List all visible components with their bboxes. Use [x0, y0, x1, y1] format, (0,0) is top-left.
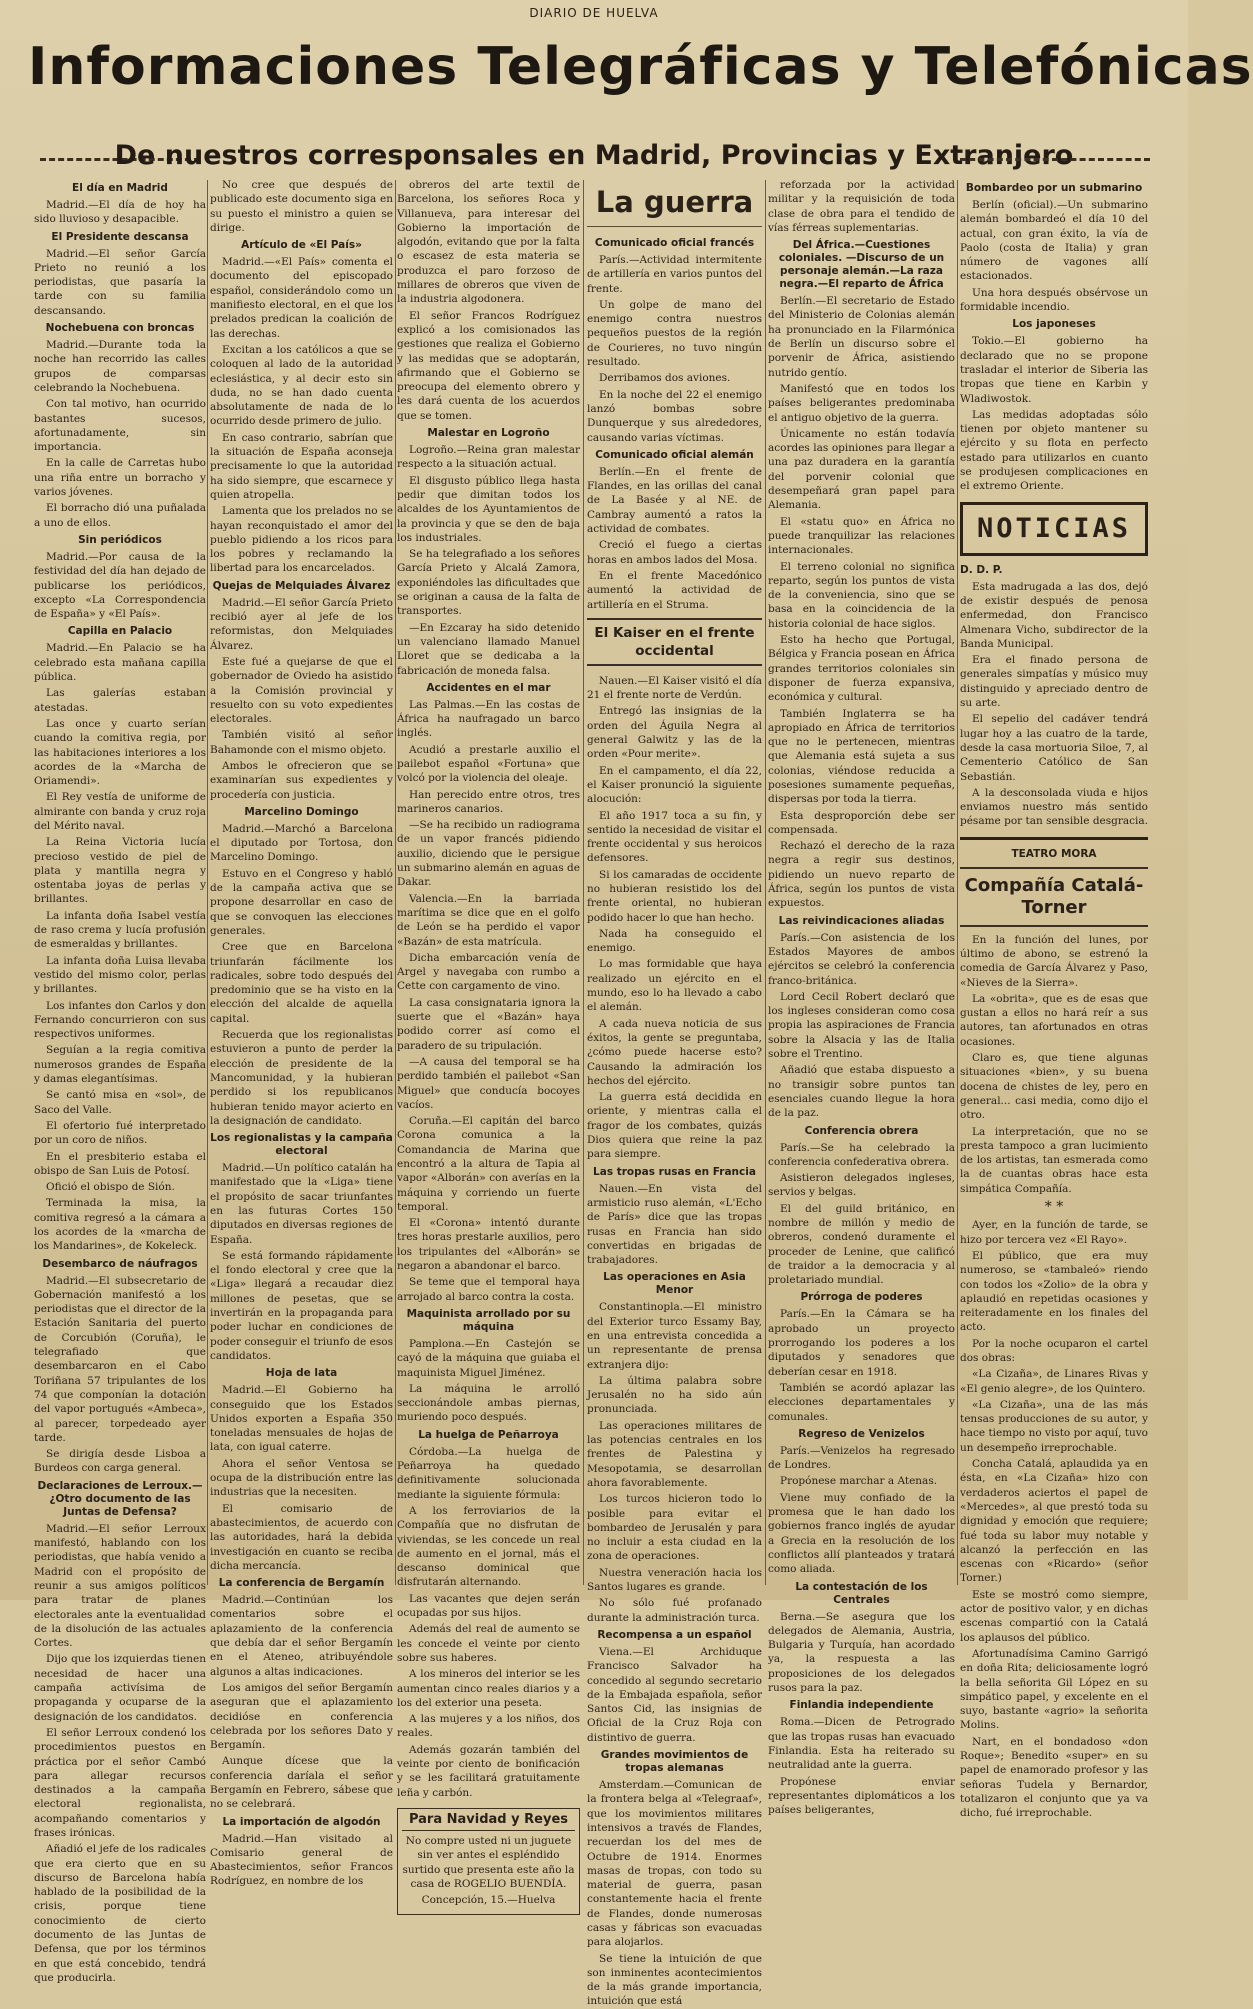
article-paragraph: El Rey vestía de uniforme de almirante con banda y cruz roja del Mérito naval. [34, 791, 206, 832]
article-paragraph: En caso contrario, sabrían que la situación de España aconseja precisamente lo que la autoridad ha sido siempre, que escarnece y quien atropella. [210, 431, 393, 501]
column-2 [210, 178, 393, 1888]
article-paragraph: Los amigos del señor Bergamín aseguran que el aplazamiento decidióse en conferencia celebrada por los señores Dato y Bergamín. [210, 1681, 393, 1752]
article-paragraph: Entregó las insignias de la orden del Águila Negra al general Galwitz y las de la orden «Pour merite». [587, 705, 762, 761]
article-paragraph: obreros del arte textil de Barcelona, los señores Roca y Villanueva, para interesar del Gobierno la importación de algodón, evitando que por la falta o escasez de esta materia se produzca el paro forzoso de millares de obreros que viven de la industria algodonera. [397, 179, 580, 306]
article-paragraph: Terminada la misa, la comitiva regresó a la cámara a los acordes de la «marcha de los Mandarines», de Kokeleck. [34, 1197, 206, 1253]
article-paragraph: Se teme que el temporal haya arrojado al barco contra la costa. [397, 1276, 580, 1303]
article-paragraph: El del guild británico, en nombre de millón y medio de obreros, condenó duramente el proceder de Lenine, que calificó de traidor a la democracia y al proletariado mundial. [768, 1202, 955, 1287]
section-heading: Desembarco de náufragos [42, 1257, 198, 1270]
article-paragraph: Madrid.—Marchó a Barcelona el diputado por Tortosa, don Marcelino Domingo. [210, 822, 393, 864]
advertisement-box [397, 1808, 580, 1915]
article-paragraph: Roma.—Dicen de Petrogrado que las tropas rusas han evacuado Finlandia. Esta ha reiterado su neutralidad ante la guerra. [768, 1716, 955, 1772]
section-heading: Las operaciones en Asia Menor [603, 1271, 746, 1297]
article-paragraph: No sólo fué profanado durante la administración turca. [587, 1597, 762, 1624]
article-paragraph: Afortunadísima Camino Garrigó en doña Rita; deliciosamente logró la bella señorita Gil López en su simpático papel, y excelente en el suyo, bastante «agrio» la señorita Molins. [960, 1647, 1148, 1732]
article-paragraph: París.—Se ha celebrado la conferencia confederativa obrera. [768, 1141, 955, 1168]
article-paragraph: A las mujeres y a los niños, dos reales. [397, 1713, 580, 1740]
article-paragraph: A los ferroviarios de la Compañía que no disfrutan de viviendas, se les concede un real de aumento en el jornal, más el descanso dominical que disfrutarán alternando. [397, 1504, 580, 1589]
article-paragraph: Con tal motivo, han ocurrido bastantes sucesos, afortunadamente, sin importancia. [34, 398, 206, 454]
article-paragraph: La máquina le arrolló seccionándole ambas piernas, muriendo poco después. [397, 1382, 580, 1424]
section-heading: La huelga de Peñarroya [418, 1428, 559, 1441]
article-paragraph: Valencia.—En la barriada marítima se dice que en el golfo de León se ha perdido el vapor «Bazán» de esta matrícula. [397, 892, 580, 948]
article-paragraph: Recuerda que los regionalistas estuvieron a punto de perder la elección de presidente de la Mancomunidad, y la hubieran perdido si los republicanos hubieran tenido mayor acierto en la designación de candidato. [210, 1029, 393, 1127]
section-heading: La contestación de los Centrales [795, 1580, 928, 1606]
section-heading: La importación de algodón [222, 1815, 381, 1828]
article-paragraph: Madrid.—Un político catalán ha manifestado que la «Liga» tiene el propósito de sacar triunfantes en las futuras Cortes 150 diputados en diversas regiones de España. [210, 1162, 393, 1246]
article-paragraph: Añadió el jefe de los radicales que era cierto que en su discurso de Barcelona había hablado de la posibilidad de la crisis, porque tiene conocimiento de cierto documento de las Juntas de Defensa, que por los términos en que está concebido, tendrá que producirla. [34, 1843, 206, 1984]
article-paragraph: Concha Catalá, aplaudida ya en ésta, en «La Cizaña» hizo con verdaderos aciertos el papel de «Mercedes», al que prestó toda su dignidad y emoción que requiere; fué toda su labor muy notable y alcanzó la perfección en las escenas con «Ricardo» (señor Torner.) [960, 1458, 1148, 1585]
section-heading: Quejas de Melquiades Álvarez [212, 579, 391, 592]
article-paragraph: «La Cizaña», una de las más tensas producciones de su autor, y hace tiempo no visto por aquí, tuvo un desempeño irreprochable. [960, 1398, 1148, 1454]
article-paragraph: —En Ezcaray ha sido detenido un valenciano llamado Manuel Lloret que se dedicaba a la fabricación de moneda falsa. [397, 621, 580, 677]
article-paragraph: Berlín.—El secretario de Estado del Ministerio de Colonias alemán ha pronunciado en la Filarmónica de Berlín un discurso sobre el porvenir de África, asistiendo nutrido gentío. [768, 295, 955, 379]
section-heading: Los japoneses [1012, 318, 1096, 331]
article-paragraph: Aunque dícese que la conferencia daríala el señor Bergamín en Febrero, sábese que no se celebrará. [210, 1755, 393, 1811]
running-head: DIARIO DE HUELVA [529, 6, 659, 20]
article-paragraph: Lo mas formidable que haya realizado un ejército en el mundo, eso lo ha llevado a cabo el alemán. [587, 958, 762, 1014]
section-heading: Maquinista arrollado por su máquina [406, 1307, 571, 1333]
article-paragraph: El comisario de abastecimientos, de acuerdo con las autoridades, hará la debida investigación en cuanto se reciba dicha mercancía. [210, 1502, 393, 1572]
section-heading: Declaraciones de Lerroux.—¿Otro documento de las Juntas de Defensa? [37, 1479, 203, 1518]
article-paragraph: El año 1917 toca a su fin, y sentido la necesidad de visitar el frente occidental y sus heroicos defensores. [587, 809, 762, 865]
section-heading: Sin periódicos [78, 533, 162, 546]
article-paragraph: El señor Lerroux condenó los procedimientos puestos en práctica por el señor Cambó para allegar recursos destinados a la campaña electoral regionalista, acompañando comentarios y frases irónicas. [34, 1726, 206, 1839]
article-paragraph: La casa consignataria ignora la suerte que el «Bazán» haya podido correr así como el paradero de su tripulación. [397, 996, 580, 1052]
section-heading: D. D. P. [960, 563, 1003, 576]
article-paragraph: Se ha telegrafiado a los señores García Prieto y Alcalá Zamora, exponiéndoles las dificultades que se originan a causa de la falta de transportes. [397, 548, 580, 618]
section-heading: Conferencia obrera [804, 1124, 919, 1137]
article-paragraph: El terreno colonial no significa reparto, según los puntos de vista de la conveniencia, sino que se basa en la coincidencia de la historia colonial de hace siglos. [768, 560, 955, 630]
article-paragraph: La Reina Victoria lucía precioso vestido de piel de plata y mantilla negra y ostentaba joyas de perlas y brillantes. [34, 836, 206, 906]
section-heading: Los regionalistas y la campaña electoral [210, 1132, 393, 1158]
section-heading: Accidentes en el mar [426, 681, 551, 694]
article-paragraph: Además gozarán también del veinte por ciento de bonificación y se les facilitará gratuitamente leña y carbón. [397, 1743, 580, 1799]
article-paragraph: A la desconsolada viuda e hijos enviamos nuestro más sentido pésame por tan sensible desgracia. [960, 786, 1148, 828]
section-heading: Las reivindicaciones aliadas [778, 914, 945, 927]
article-paragraph: En el presbiterio estaba el obispo de San Luis de Potosí. [34, 1150, 206, 1177]
article-paragraph: La «obrita», que es de esas que gustan a ellos no hará reír a sus autores, tan afortunados en otras ocasiones. [960, 992, 1148, 1048]
article-paragraph: Nada ha conseguido el enemigo. [587, 927, 762, 955]
article-paragraph: Madrid.—El Gobierno ha conseguido que los Estados Unidos exporten a España 350 toneladas mensuales de hojas de lata, con igual caterre. [210, 1384, 393, 1454]
section-heading: Del África.—Cuestiones coloniales. —Discurso de un personaje alemán.—La raza negra.—El reparto de África [778, 239, 945, 291]
column-5 [768, 178, 955, 1817]
section-heading: Regreso de Venizelos [798, 1427, 925, 1440]
column-divider [395, 180, 396, 1585]
section-heading: Prórroga de poderes [800, 1291, 923, 1304]
article-paragraph: El ofertorio fué interpretado por un coro de niños. [34, 1119, 206, 1147]
article-paragraph: —Se ha recibido un radiograma de un vapor francés pidiendo auxilio, diciendo que le persigue un submarino alemán en aguas de Dakar. [397, 819, 580, 889]
column-divider [207, 180, 208, 1585]
column-divider [765, 180, 766, 1585]
article-paragraph: Propónese marchar a Atenas. [780, 1475, 938, 1488]
masthead-subtitle: De nuestros corresponsales en Madrid, Provincias y Extranjero [114, 140, 1074, 171]
article-paragraph: Este se mostró como siempre, actor de positivo valor, y en dichas escenas compartió con la Catalá los aplausos del público. [960, 1588, 1148, 1644]
section-heading: Recompensa a un español [597, 1628, 752, 1641]
article-paragraph: Córdoba.—La huelga de Peñarroya ha quedado definitivamente solucionada mediante la siguiente fórmula: [397, 1445, 580, 1501]
section-divider [960, 837, 1148, 840]
article-paragraph: Los infantes don Carlos y don Fernando concurrieron con sus respectivos uniformes. [34, 999, 206, 1041]
article-paragraph: Madrid.—En Palacio se ha celebrado esta mañana capilla pública. [34, 642, 206, 684]
article-paragraph: El sepelio del cadáver tendrá lugar hoy a las cuatro de la tarde, desde la casa mortuoria Siloe, 7, al Cementerio Católico de San Sebastián. [960, 713, 1148, 783]
article-paragraph: Viena.—El Archiduque Francisco Salvador ha concedido al segundo secretario de la Embajada española, señor Santos Cid, las insignias de Oficial de la Cruz Roja con distintivo de guerra. [587, 1645, 762, 1744]
article-paragraph: Un golpe de mano del enemigo contra nuestros pequeños puestos de la región de Courieres, no tuvo ningún resultado. [587, 298, 762, 369]
article-paragraph: Las medidas adoptadas sólo tienen por objeto mantener su ejército y su flota en perfecto estado para utilizarlos en cuanto se produjesen complicaciones en el extremo Oriente. [960, 408, 1148, 493]
decorative-rule-right [960, 158, 1150, 161]
article-paragraph: El «statu quo» en África no puede tranquilizar las relaciones internacionales. [768, 515, 955, 557]
advertisement-title: Para Navidad y Reyes [402, 1813, 575, 1831]
article-paragraph: Nauen.—El Kaiser visitó el día 21 el frente norte de Verdún. [587, 674, 762, 702]
section-heading: Grandes movimientos de tropas alemanas [600, 1749, 749, 1775]
article-paragraph: En la noche del 22 el enemigo lanzó bombas sobre Dunquerque y sus alrededores, causando varias víctimas. [587, 388, 762, 444]
article-paragraph: Cree que en Barcelona triunfarán fácilmente los radicales, sobre todo después del predominio que se ha visto en la elección del alcalde de aquella capital. [210, 941, 393, 1025]
article-paragraph: Viene muy confiado de la promesa que le han dado los gobiernos franco inglés de ayudar a Grecia en la resolución de los conflictos allí planteados y tratará como aliada. [768, 1491, 955, 1576]
article-paragraph: Dicha embarcación venía de Argel y navegaba con rumbo a Cette con cargamento de vino. [397, 951, 580, 993]
section-heading: Finlandia independiente [789, 1699, 934, 1712]
article-paragraph: Se está formando rápidamente el fondo electoral y cree que la «Liga» llegará a recaudar diez millones de pesetas, que se invertirán en la propaganda para poder luchar en condiciones de poder conseguir el triunfo de esos candidatos. [210, 1249, 393, 1362]
article-paragraph: Madrid.—El señor García Prieto recibió ayer al jefe de los reformistas, don Melquiades Álvarez. [210, 596, 393, 652]
article-paragraph: La infanta doña Luisa llevaba vestido del mismo color, perlas y brillantes. [34, 954, 206, 996]
column-6 [960, 178, 1148, 1820]
article-paragraph: Berna.—Se asegura que los delegados de Alemania, Austria, Bulgaria y Turquía, han acordado ya, la respuesta a las proposiciones de los delegados rusos para la paz. [768, 1610, 955, 1695]
article-paragraph: Nart, en el bondadoso «don Roque»; Benedito «super» en su papel de enamorado profesor y las señoras Tudela y Bernardor, totalizaron el conjunto que ya va dicho, fué irreprochable. [960, 1735, 1148, 1820]
headline-kaiser: El Kaiser en el frente occidental [587, 618, 762, 666]
article-paragraph: En el campamento, el día 22, el Kaiser pronunció la siguiente alocución: [587, 764, 762, 806]
article-paragraph: Madrid.—El señor García Prieto no reunió a los periodistas, que pasaría la tarde con su familia descansando. [34, 247, 206, 317]
section-heading: Malestar en Logroño [427, 427, 550, 440]
article-paragraph: Nauen.—En vista del armisticio ruso alemán, «L'Echo de París» dice que las tropas rusas en Francia han sido convertidas en brigadas de trabajadores. [587, 1182, 762, 1267]
article-paragraph: Nuestra veneración hacia los Santos lugares es grande. [587, 1566, 762, 1594]
article-paragraph: Una hora después obsérvose un formidable incendio. [960, 286, 1148, 314]
article-paragraph: Acudió a prestarle auxilio el pailebot español «Fortuna» que volcó por la violencia del oleaje. [397, 743, 580, 785]
article-paragraph: El señor Francos Rodríguez explicó a los comisionados las gestiones que realiza el Gobierno y las medidas que se adoptarán, afirmando que el Gobierno se preocupa del elemento obrero y les dará cuenta de los acuerdos que se tomen. [397, 309, 580, 422]
article-paragraph: El borracho dió una puñalada a uno de ellos. [34, 502, 206, 529]
section-heading: Nochebuena con broncas [45, 322, 195, 335]
article-paragraph: No cree que después de publicado este documento siga en su puesto el ministro a quien se dirige. [210, 179, 393, 234]
section-heading: Las tropas rusas en Francia [593, 1165, 756, 1178]
article-paragraph: Además del real de aumento se les concede el veinte por ciento sobre sus haberes. [397, 1623, 580, 1664]
section-heading: La conferencia de Bergamín [218, 1577, 385, 1590]
article-paragraph: Han perecido entre otros, tres marineros canarios. [397, 788, 580, 815]
article-paragraph: Madrid.—El subsecretario de Gobernación manifestó a los periodistas que el director de la Estación Sanitaria del puerto de Corcubión (Coruña), le telegrafiado que desembarcaron en el Cabo Toriñana 57 tripulantes de los 74 que componían la dotación del vapor portugués «Ambeca», al parecer, torpedeado ayer tarde. [34, 1274, 206, 1444]
article-paragraph: Dijo que los izquierdas tienen necesidad de hacer una campaña activísima de propaganda y ocuparse de la designación de los candidatos. [34, 1653, 206, 1723]
column-divider [957, 180, 958, 1585]
article-paragraph: Excitan a los católicos a que se coloquen al lado de la autoridad eclesiástica, y al decir esto sin duda, no se han dado cuenta absolutamente de nada de lo ocurrido desde primero de julio. [210, 343, 393, 428]
article-paragraph: Madrid.—Durante toda la noche han recorrido las calles grupos de comparsas celebrando la Nochebuena. [34, 339, 206, 394]
article-paragraph: Esta madrugada a las dos, dejó de existir después de penosa enfermedad, don Francisco Almenara Vicho, subdirector de la Banda Municipal. [960, 580, 1148, 650]
article-paragraph: Este fué a quejarse de que el gobernador de Oviedo ha asistido a la Comisión provincial y resuelto con su voto expedientes electorales. [210, 655, 393, 726]
article-paragraph: Ayer, en la función de tarde, se hizo por tercera vez «El Rayo». [960, 1219, 1148, 1246]
article-paragraph: —A causa del temporal se ha perdido también el pailebot «San Miguel» que conducía bocoyes vacíos. [397, 1055, 580, 1111]
section-heading: Bombardeo por un submarino [965, 182, 1143, 194]
article-paragraph: También visitó al señor Bahamonde con el mismo objeto. [210, 729, 393, 756]
article-paragraph: Esta desproporción debe ser compensada. [768, 809, 955, 836]
article-paragraph: Estuvo en el Congreso y habló de la campaña activa que se propone desarrollar en caso de que se convoquen las elecciones generales. [210, 867, 393, 937]
article-paragraph: Claro es, que tiene algunas situaciones «bien», y su buena docena de chistes de ley, pero en general... casi media, como dijo el otro. [960, 1052, 1148, 1122]
article-paragraph: Creció el fuego a ciertas horas en ambos lados del Mosa. [587, 539, 762, 566]
article-paragraph: Manifestó que en todos los países beligerantes predominaba el antiguo objetivo de la guerra. [768, 382, 955, 424]
column-divider [583, 180, 584, 1585]
article-paragraph: El «Corona» intentó durante tres horas prestarle auxilios, pero los tripulantes del «Alborán» se negaron a abandonar el barco. [397, 1217, 580, 1273]
section-heading: Artículo de «El País» [241, 239, 362, 252]
article-paragraph: Por la noche ocuparon el cartel dos obras: [960, 1337, 1148, 1364]
article-paragraph: Logroño.—Reina gran malestar respecto a la situación actual. [397, 444, 580, 471]
section-heading: El día en Madrid [72, 182, 168, 194]
section-heading: Comunicado oficial alemán [595, 448, 754, 461]
article-paragraph: Madrid.—El señor Lerroux manifestó, hablando con los periodistas, que había venido a Madrid con el propósito de reunir a sus amigos políticos para tratar de planes electorales ante la eventualidad de la disolución de las actuales Cortes. [34, 1522, 206, 1650]
article-paragraph: En la calle de Carretas hubo una riña entre un borracho y varios jóvenes. [34, 457, 206, 499]
article-paragraph: Añadió que estaba dispuesto a no transigir sobre puntos tan esenciales cuando llegue la hora de la paz. [768, 1064, 955, 1120]
article-paragraph: Se cantó misa en «sol», de Saco del Valle. [34, 1089, 206, 1116]
section-title-la-guerra: La guerra [587, 184, 762, 227]
article-paragraph: Los turcos hicieron todo lo posible para evitar el bombardeo de Jerusalén y para no incluir a esta ciudad en la zona de operaciones. [587, 1493, 762, 1563]
article-paragraph: Esto ha hecho que Portugal, Bélgica y Francia posean en África grandes territorios coloniales sin disponer de fuerza expansiva, económica y cultural. [768, 634, 955, 704]
article-paragraph: Propónese enviar representantes diplomáticos a los países beligerantes, [768, 1775, 955, 1817]
article-paragraph: Ambos le ofrecieron que se examinarían sus expedientes y procedería con justicia. [210, 759, 393, 801]
advertisement-text: No compre usted ni un juguete sin ver antes el espléndido surtido que presenta este año la casa de ROGELIO BUENDÍA. [402, 1835, 575, 1891]
article-paragraph: Constantinopla.—El ministro del Exterior turco Essamy Bay, en una entrevista concedida a un representante de prensa extranjera dijo: [587, 1301, 762, 1371]
article-paragraph: Las vacantes que dejen serán ocupadas por sus hijos. [397, 1592, 580, 1620]
article-paragraph: También se acordó aplazar las elecciones departamentales y comunales. [768, 1381, 955, 1423]
article-paragraph: El público, que era muy numeroso, se «tambaleó» riendo con todos los «Zolio» de la obra y aplaudió en repetidas ocasiones y reiteradamente en los finales del acto. [960, 1249, 1148, 1334]
article-paragraph: Pamplona.—En Castejón se cayó de la máquina que guiaba el maquinista Miguel Jiménez. [397, 1337, 580, 1379]
article-paragraph: La última palabra sobre Jerusalén no ha sido aún pronunciada. [587, 1374, 762, 1416]
article-paragraph: Se dirigía desde Lisboa a Burdeos con carga general. [34, 1448, 206, 1475]
article-paragraph: Berlín (oficial).—Un submarino alemán bombardeó el día 10 del actual, con gran éxito, la vía de Paolo (costa de Italia) y gran número de vagones allí estacionados. [960, 199, 1148, 283]
article-paragraph: Madrid.—Continúan los comentarios sobre el aplazamiento de la conferencia que debía dar el señor Bergamín en el Ateneo, atribuyéndole algunos a altas indicaciones. [210, 1594, 393, 1678]
article-paragraph: Madrid.—«El País» comenta el documento del episcopado español, considerándolo como un manifiesto electoral, en el que los prelados predican la coalición de las derechas. [210, 256, 393, 340]
article-paragraph: En el frente Macedónico aumentó la actividad de artillería en el Struma. [587, 569, 762, 611]
article-paragraph: «La Cizaña», de Linares Rivas y «El genio alegre», de los Quintero. [960, 1368, 1148, 1395]
article-paragraph: Ofició el obispo de Sión. [46, 1181, 175, 1194]
article-paragraph: La guerra está decidida en oriente, y mientras calla el fragor de los combates, quizás Dios quiera que reine la paz para siempre. [587, 1091, 762, 1161]
article-paragraph: reforzada por la actividad militar y la requisición de toda clase de obra para el tendido de vías férreas suplementarias. [768, 179, 955, 234]
article-paragraph: En la función del lunes, por último de abono, se estrenó la comedia de García Álvarez y Paso, «Nieves de la Sierra». [960, 933, 1148, 989]
article-paragraph: Lord Cecil Robert declaró que los ingleses consideran como cosa propia las aspiraciones de Francia sobre la Alsacia y las de Italia sobre el Trentino. [768, 990, 955, 1061]
article-paragraph: Las galerías estaban atestadas. [34, 687, 206, 714]
article-paragraph: Madrid.—El día de hoy ha sido lluvioso y desapacible. [34, 199, 206, 226]
column-1 [34, 178, 206, 1984]
article-paragraph: A los mineros del interior se les aumentan cinco reales diarios y a los del exterior una peseta. [397, 1668, 580, 1709]
article-paragraph: A cada nueva noticia de sus éxitos, la gente se preguntaba, ¿cómo puede hacerse esto? Causando la admiración los hechos del ejército. [587, 1017, 762, 1087]
headline-compania: Compañía Catalá-Torner [960, 867, 1148, 927]
section-heading: TEATRO MORA [1011, 847, 1097, 860]
column-4 [587, 178, 762, 2008]
article-paragraph: Berlín.—En el frente de Flandes, en las orillas del canal de La Basée y al NE. de Cambray aumentó a ratos la actividad de combates. [587, 465, 762, 536]
section-heading: Marcelino Domingo [244, 805, 359, 818]
article-paragraph: Seguían a la regia comitiva numerosos grandes de España y damas elegantísimas. [34, 1044, 206, 1086]
article-paragraph: La infanta doña Isabel vestía de raso crema y lucía profusión de esmeraldas y brillantes. [34, 909, 206, 951]
article-paragraph: Se tiene la intuición de que son inminentes acontecimientos de la más grande importancia, intuición que está [587, 1952, 762, 2008]
article-paragraph: Las once y cuarto serían cuando la comitiva regia, por las habitaciones interiores a los acordes de la «Marcha de Oriamendi». [34, 717, 206, 788]
article-paragraph: También Inglaterra se ha apropiado en África de territorios que no le pertenecen, mientras que Alemania está sujeta a sus colonias, viéndose reducida a posesiones sumamente pequeñas, dispersas por toda la tierra. [768, 707, 955, 806]
article-paragraph: Si los camaradas de occidente no hubieran resistido los del frente oriental, no hubieran podido hacer lo que han hecho. [587, 868, 762, 924]
article-paragraph: Tokio.—El gobierno ha declarado que no se propone trasladar el interior de Siberia las tropas que tiene en Karbin y Wladiwostok. [960, 335, 1148, 405]
article-paragraph: Amsterdam.—Comunican de la frontera belga al «Telegraaf», que los movimientos militares intensivos a través de Flandes, recuerdan los del mes de Octubre de 1914. Enormes masas de tropas, con todo su material de guerra, pasan constantemente hacia el frente de Flandes, donde numerosas casas y fábricas son evacuadas para alojarlos. [587, 1779, 762, 1949]
article-paragraph: Derribamos dos aviones. [599, 372, 731, 385]
article-paragraph: Las operaciones militares de las potencias centrales en los frentes de Palestina y Mesopotamia, se desarrollan ahora favorablemente. [587, 1419, 762, 1489]
advertisement-address: Concepción, 15.—Huelva [421, 1894, 556, 1907]
article-paragraph: Ahora el señor Ventosa se ocupa de la distribución entre las industrias que la necesiten. [210, 1457, 393, 1499]
article-paragraph: Rechazó el derecho de la raza negra a regir sus destinos, pidiendo un nuevo reparto de África, según los puntos de vista expuestos. [768, 840, 955, 910]
article-paragraph: Únicamente no están todavía acordes las opiniones para llegar a una paz duradera en la garantía del porvenir colonial que desempeñará gran papel para Alemania. [768, 427, 955, 512]
article-paragraph: París.—En la Cámara se ha aprobado un proyecto prorrogando los poderes a los diputados y senadores que deberían cesar en 1918. [768, 1308, 955, 1378]
section-title-noticias: NOTICIAS [960, 502, 1148, 556]
ornament-stars: * * [1044, 1199, 1064, 1216]
article-paragraph: Era el finado persona de generales simpatías y músico muy distinguido y apreciado dentro de su arte. [960, 654, 1148, 710]
section-heading: Hoja de lata [265, 1367, 338, 1380]
article-paragraph: La interpretación, que no se presta tampoco a gran lucimiento de los artistas, tan esmerada como la de cuantas obras hace esta simpática Compañía. [960, 1125, 1148, 1195]
masthead-title: Informaciones Telegráficas y Telefónicas [28, 37, 1253, 97]
article-paragraph: París.—Con asistencia de los Estados Mayores de ambos ejércitos se celebró la conferencia franco-británica. [768, 931, 955, 987]
article-paragraph: Madrid.—Han visitado al Comisario general de Abastecimientos, señor Francos Rodríguez, en nombre de los [210, 1832, 393, 1888]
article-paragraph: Las Palmas.—En las costas de África ha naufragado un barco inglés. [397, 698, 580, 740]
article-paragraph: Lamenta que los prelados no se hayan reconquistado el amor del pueblo pidiendo a los ricos para los pobres y reclamando la libertad para los encarcelados. [210, 505, 393, 575]
article-paragraph: El disgusto público llega hasta pedir que dimitan todos los alcaldes de los Ayuntamientos de la provincia y que se den de baja los industriales. [397, 474, 580, 544]
section-heading: Comunicado oficial francés [594, 237, 755, 249]
section-heading: El Presidente descansa [51, 230, 189, 243]
column-3 [397, 178, 580, 1907]
section-heading: Capilla en Palacio [67, 625, 173, 638]
article-paragraph: Coruña.—El capitán del barco Corona comunica a la Comandancia de Marina que encontró a la altura de Tapia al vapor «Alborán» con averías en la máquina y corriendo un fuerte temporal. [397, 1115, 580, 1213]
article-paragraph: Madrid.—Por causa de la festividad del día han dejado de publicarse los periódicos, excepto «La Correspondencia de España» y «El País». [34, 550, 206, 621]
article-paragraph: París.—Venizelos ha regresado de Londres. [768, 1444, 955, 1472]
article-paragraph: París.—Actividad intermitente de artillería en varios puntos del frente. [587, 254, 762, 295]
article-paragraph: Asistieron delegados ingleses, servios y belgas. [768, 1172, 955, 1199]
